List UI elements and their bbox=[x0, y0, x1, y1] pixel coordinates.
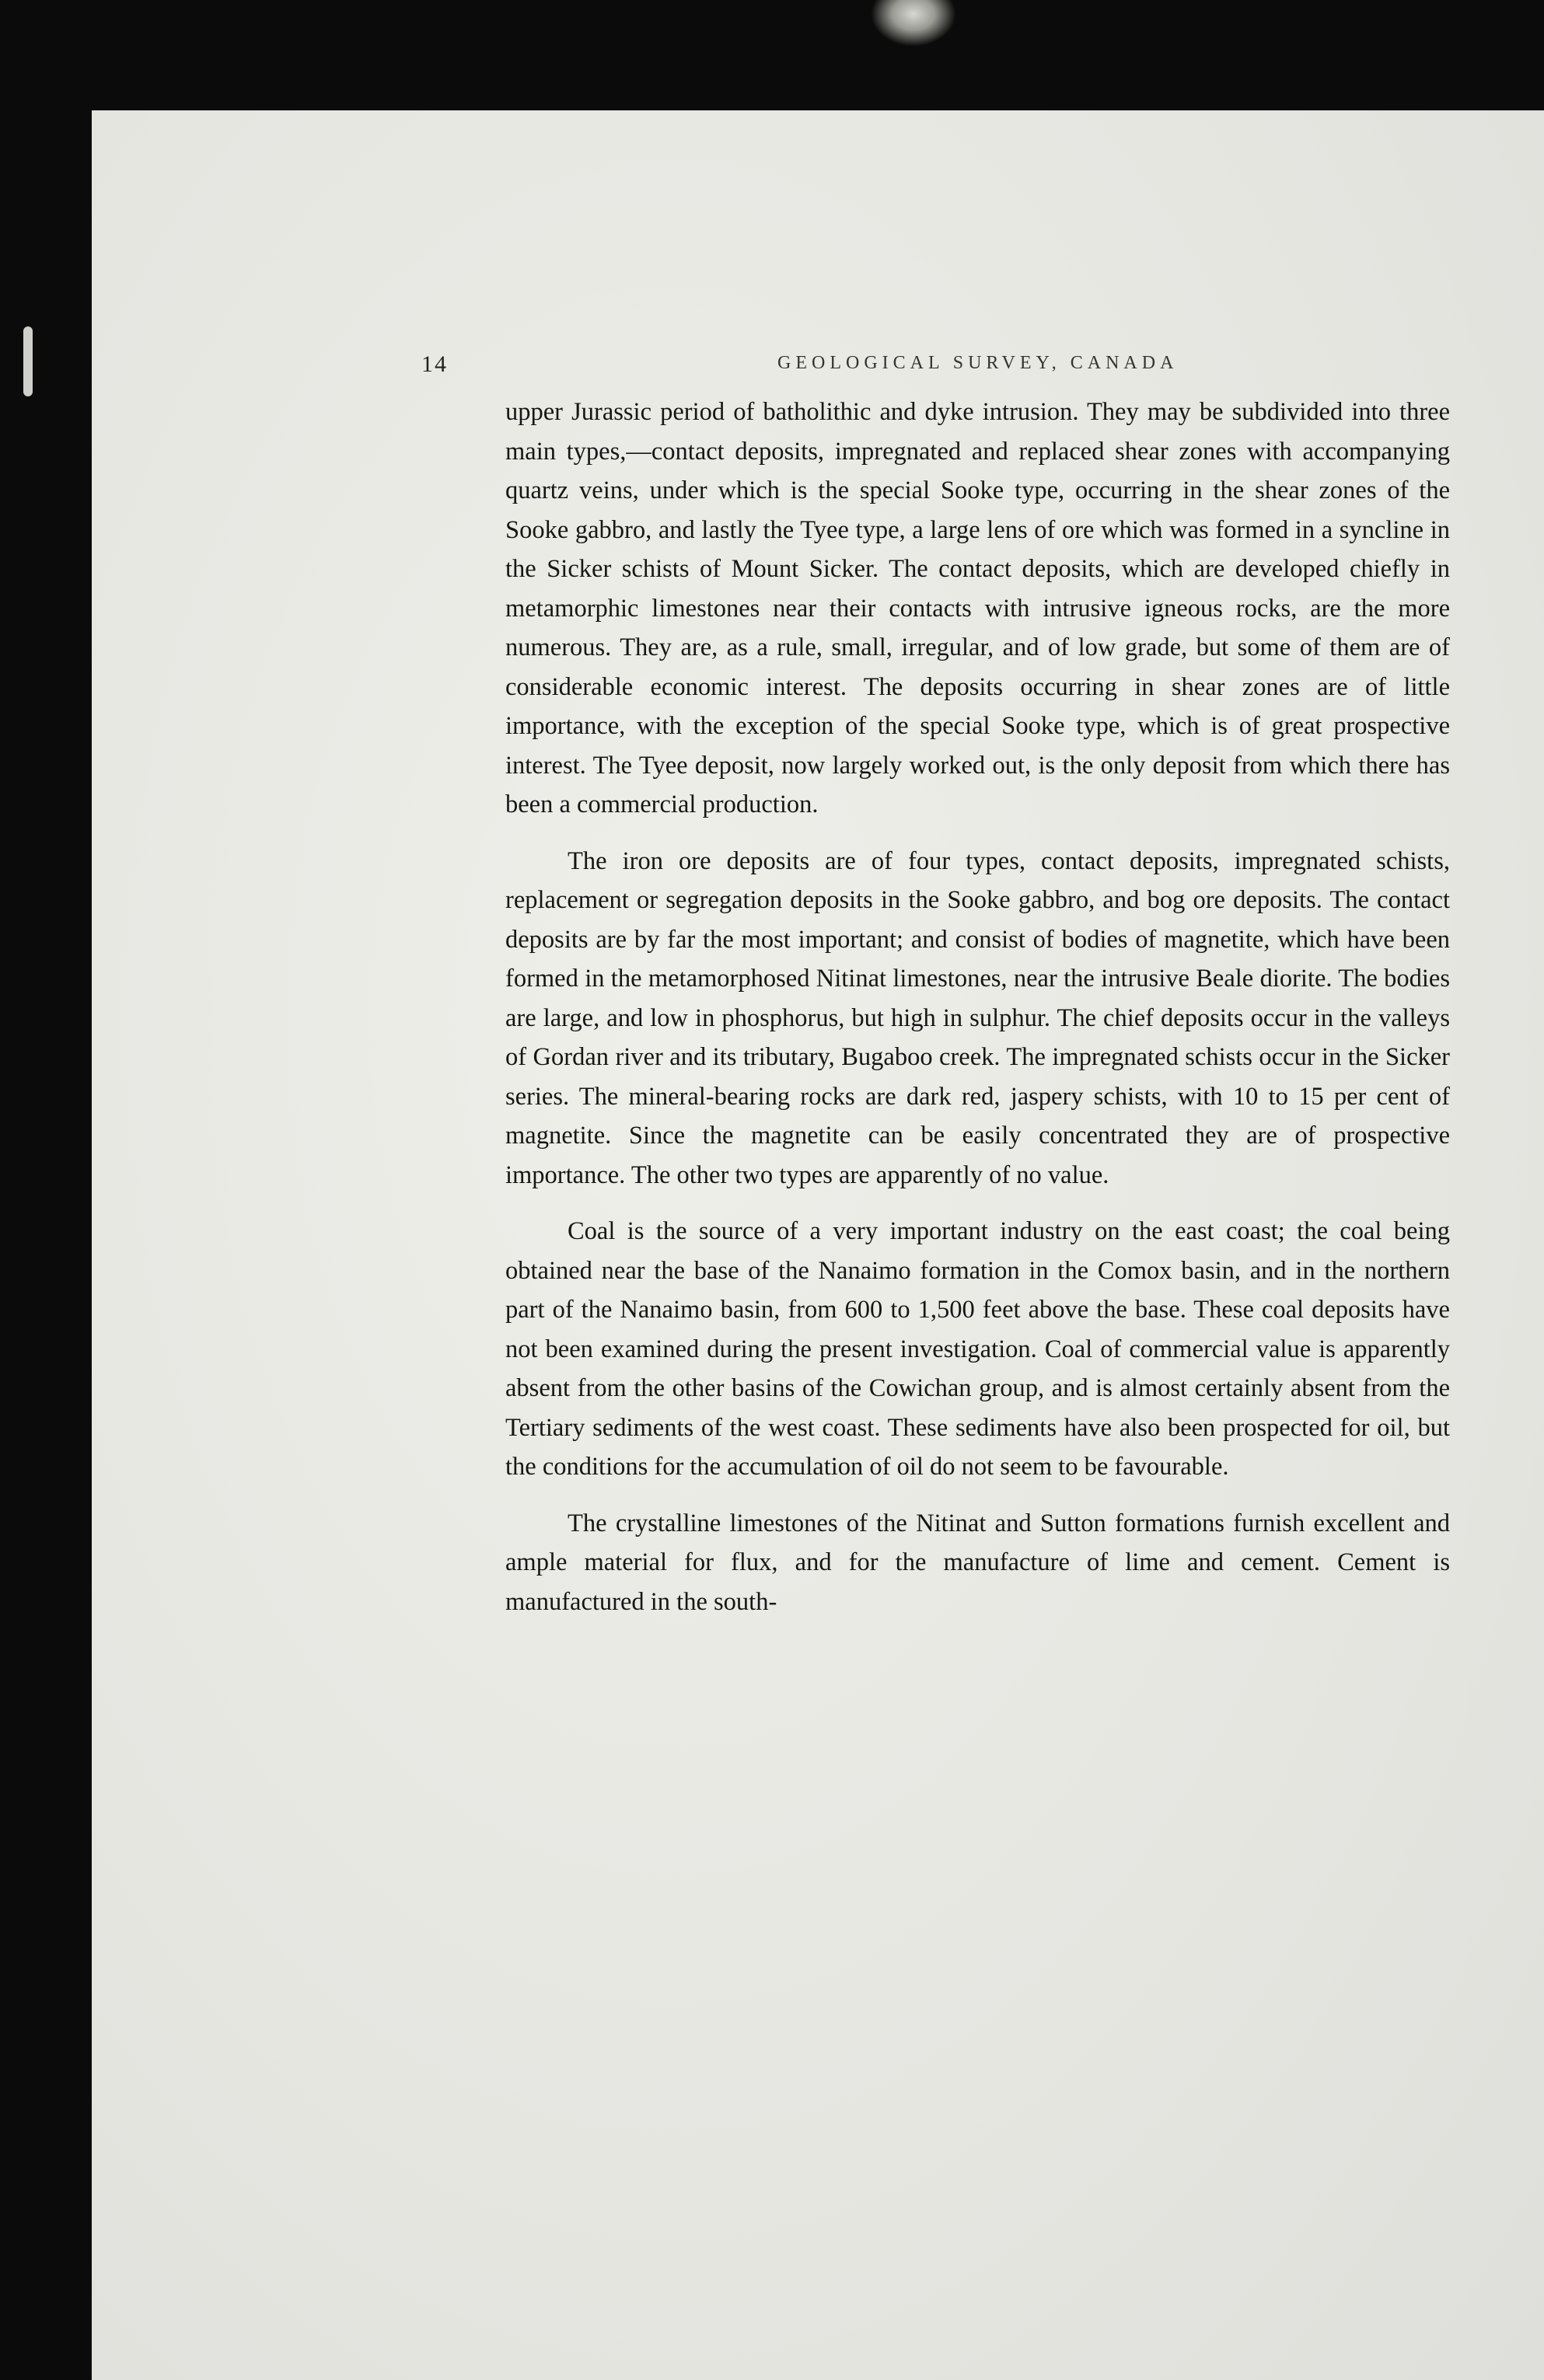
scan-speck bbox=[871, 0, 956, 47]
page-number: 14 bbox=[421, 351, 448, 377]
running-head: GEOLOGICAL SURVEY, CANADA bbox=[777, 353, 1179, 373]
scan-mark bbox=[23, 326, 33, 396]
body-text bbox=[505, 393, 1450, 1638]
paragraph: The crystalline limestones of the Nitinat and Sutton formations furnish excellent and ample material for flux, and for the manufacture of lime and cement. Cement is manufactured in the south- bbox=[505, 1509, 1450, 1616]
paragraph: upper Jurassic period of batholithic and dyke intrusion. They may be subdivided into three main types,—contact deposits, impregnated and replaced shear zones with accompanying quartz veins, under which is the special Sooke type, occurring in the shear zones of the Sooke gabbro, and lastly the Tyee type, a large lens of ore which was formed in a syncline in the Sicker schists of Mount Sicker. The contact deposits, which are developed chiefly in metamorphic limestones near their contacts with intrusive igneous rocks, are the more numerous. They are, as a rule, small, irregular, and of low grade, but some of them are of considerable economic interest. The deposits occurring in shear zones are of little importance, with the exception of the special Sooke type, which is of great prospective interest. The Tyee deposit, now largely worked out, is the only deposit from which there has been a commercial production. bbox=[505, 398, 1450, 818]
paragraph: The iron ore deposits are of four types, contact deposits, impregnated schists, replacement or segregation deposits in the Sooke gabbro, and bog ore deposits. The contact deposits are by far the most important; and consist of bodies of magnetite, which have been formed in the metamorphosed Nitinat limestones, near the intrusive Beale diorite. The bodies are large, and low in phosphorus, but high in sulphur. The chief deposits occur in the valleys of Gordan river and its tributary, Bugaboo creek. The impregnated schists occur in the Sicker series. The mineral-bearing rocks are dark red, jaspery schists, with 10 to 15 per cent of magnetite. Since the magnetite can be easily concentrated they are of prospective importance. The other two types are apparently of no value. bbox=[505, 846, 1450, 1189]
paragraph: Coal is the source of a very important industry on the east coast; the coal being obtained near the base of the Nanaimo formation in the Comox basin, and in the northern part of the Nanaimo basin, from 600 to 1,500 feet above the base. These coal deposits have not been examined during the present investigation. Coal of commercial value is apparently absent from the other basins of the Cowichan group, and is almost certainly absent from the Tertiary sediments of the west coast. These sediments have also been prospected for oil, but the conditions for the accumulation of oil do not seem to be favourable. bbox=[505, 1217, 1450, 1481]
